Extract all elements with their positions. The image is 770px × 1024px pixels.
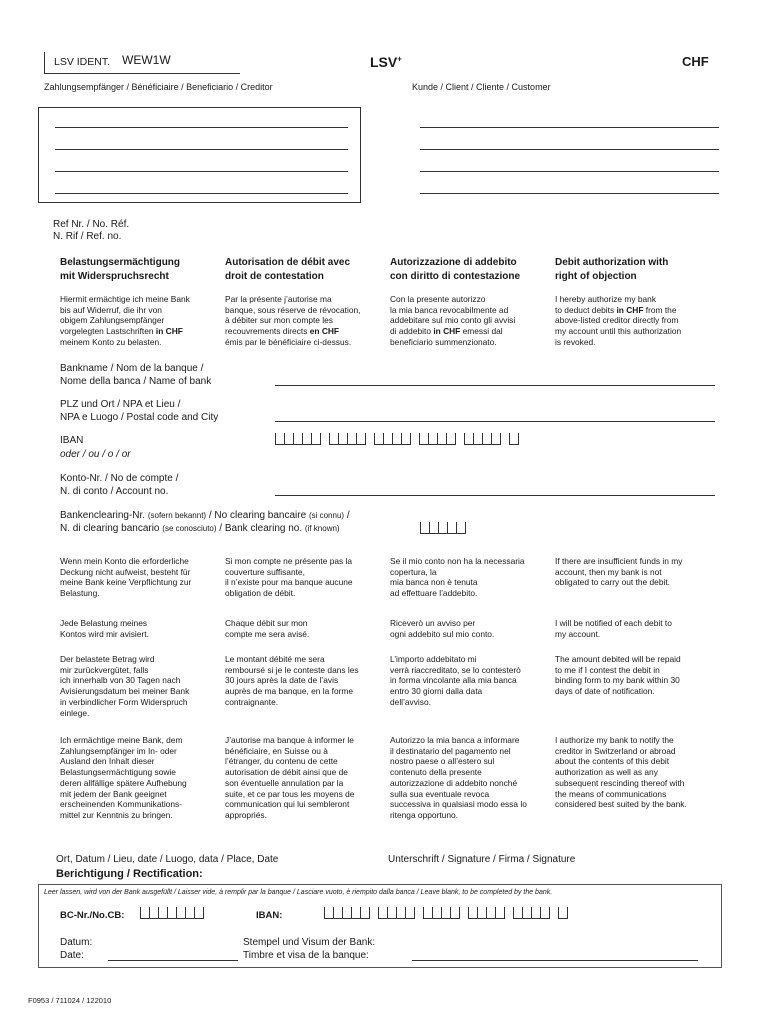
rect-stamp-line[interactable] bbox=[412, 960, 698, 961]
creditor-label: Zahlungsempfänger / Bénéficiaire / Beneficiario / Creditor bbox=[44, 82, 273, 92]
rect-date-label: Datum: Date: bbox=[60, 937, 93, 961]
col-title-it: Autorizzazione di addebito con diritto di contestazione bbox=[390, 257, 521, 282]
terms-it-3: L’importo addebitato mi verrà riaccreditato, se lo contesterò in forma vincolante alla mia banca entro 30 giorni dalla data dell’avviso. bbox=[390, 654, 521, 707]
creditor-address-box[interactable] bbox=[38, 107, 361, 203]
bank-name-line[interactable] bbox=[275, 385, 715, 386]
clearing-note: (sofern bekannt) bbox=[147, 511, 207, 520]
terms-de-1: Wenn mein Konto die erforderliche Deckung nicht aufweist, besteht für meine Bank keine Verpflichtung zur Belastung. bbox=[60, 556, 192, 599]
creditor-line-4 bbox=[55, 193, 348, 194]
iban-group[interactable] bbox=[464, 433, 501, 445]
terms-en-4: I authorize my bank to notify the creditor in Switzerland or abroad about the contents of this debit authorization as well as any subsequent rescinding thereof with the means of communications considered best suited by the bank. bbox=[555, 735, 687, 810]
col-intro-de bbox=[60, 294, 190, 348]
clearing-text: / Bank clearing no. bbox=[216, 523, 305, 534]
account-no-line[interactable] bbox=[275, 495, 715, 496]
clearing-text: N. di clearing bancario bbox=[60, 523, 163, 534]
terms-en-1: If there are insufficient funds in my account, then my bank is not obligated to carry out the debit. bbox=[555, 556, 683, 588]
bc-boxes[interactable] bbox=[140, 907, 212, 919]
clearing-note: (se conosciuto) bbox=[162, 524, 217, 533]
customer-line-2[interactable] bbox=[420, 149, 719, 150]
terms-de-2: Jede Belastung meines Kontos wird mir avisiert. bbox=[60, 618, 149, 639]
col-intro-en-post: from the above-listed creditor directly from my account until this authorization is revoked. bbox=[555, 304, 682, 347]
ref-line-2: N. Rif / Ref. no. bbox=[53, 231, 122, 242]
terms-it-4: Autorizzo la mia banca a informare il destinatario del pagamento nel nostro paese o all’estero sul contenuto della presente autorizzazione di addebito nonché sulla sua eventuale revoca successiva in qualsiasi modo essa lo ritenga opportuno. bbox=[390, 735, 527, 820]
clearing-text: Bankenclearing-Nr. bbox=[60, 510, 148, 521]
clearing-label bbox=[60, 509, 350, 535]
customer-line-4[interactable] bbox=[420, 193, 719, 194]
postal-city-label: PLZ und Ort / NPA et Lieu / NPA e Luogo / Postal code and City bbox=[60, 399, 219, 423]
col-title-de: Belastungsermächtigung mit Widerspruchsrecht bbox=[60, 257, 181, 282]
clearing-note: (if known) bbox=[304, 524, 340, 533]
clearing-text: / No clearing bancaire bbox=[206, 510, 309, 521]
rectification-title: Berichtigung / Rectification: bbox=[56, 868, 203, 880]
iban-label: IBAN bbox=[60, 435, 84, 446]
col-intro-fr-pre: Par la présente j’autorise ma banque, sous réserve de révocation, à débiter sur mon compte les recouvrements directs bbox=[225, 294, 361, 337]
lsv-ident-label: LSV IDENT. bbox=[54, 56, 111, 68]
iban-group[interactable] bbox=[275, 433, 321, 445]
terms-fr-3: Le montant débité me sera remboursé si je le conteste dans les 30 jours après la date de l’avis auprès de ma banque, en la forme contraignante. bbox=[225, 654, 359, 707]
creditor-line-1 bbox=[55, 127, 348, 128]
terms-fr-4: J’autorise ma banque à informer le bénéficiaire, en Suisse ou à l’étranger, du contenu de cette autorisation de débit ainsi que de son éventuelle annulation par la suite, et ce par tous les moyens de communication qui lui sembleront appropriés. bbox=[225, 735, 355, 820]
col-title-en: Debit authorization with right of objection bbox=[555, 257, 669, 282]
rect-iban-boxes[interactable] bbox=[324, 907, 576, 919]
bc-label: BC-Nr./No.CB: bbox=[60, 910, 125, 921]
iban-group[interactable] bbox=[419, 433, 456, 445]
rect-iban-group[interactable] bbox=[558, 907, 568, 919]
col-intro-it-post: emessi dal beneficiario summenzionato. bbox=[390, 326, 503, 347]
rect-iban-group[interactable] bbox=[378, 907, 415, 919]
rect-iban-group[interactable] bbox=[423, 907, 460, 919]
signature-label: Unterschrift / Signature / Firma / Signature bbox=[388, 854, 576, 865]
clearing-boxes[interactable] bbox=[420, 522, 474, 534]
terms-fr-2: Chaque débit sur mon compte me sera avisé. bbox=[225, 618, 310, 639]
col-intro-de-bold: in CHF bbox=[155, 326, 183, 337]
rect-iban-group[interactable] bbox=[324, 907, 370, 919]
currency-label: CHF bbox=[682, 54, 709, 69]
col-intro-de-pre: Hiermit ermächtige ich meine Bank bis auf Widerruf, die ihr von obigem Zahlungsempfänger vorgelegten Lastschriften bbox=[60, 294, 190, 337]
lsv-logo-sup: + bbox=[397, 54, 402, 64]
rect-iban-label: IBAN: bbox=[256, 910, 283, 921]
bank-name-label: Bankname / Nom de la banque / Nome della banca / Name of bank bbox=[60, 363, 212, 387]
clearing-text: / bbox=[344, 510, 350, 521]
clearing-note: (si connu) bbox=[308, 511, 345, 520]
place-date-label: Ort, Datum / Lieu, date / Luogo, data / Place, Date bbox=[56, 854, 279, 865]
col-intro-en-pre: I hereby authorize my bank to deduct debits bbox=[555, 294, 657, 315]
rect-iban-group[interactable] bbox=[468, 907, 505, 919]
lsv-ident-value: WEW1W bbox=[122, 53, 171, 67]
col-intro-en-bold: in CHF bbox=[616, 304, 644, 315]
iban-or-label: oder / ou / o / or bbox=[60, 449, 131, 460]
iban-group[interactable] bbox=[329, 433, 366, 445]
clearing-group[interactable] bbox=[420, 522, 466, 534]
bc-group[interactable] bbox=[140, 907, 204, 919]
col-intro-fr-bold: en CHF bbox=[309, 326, 340, 337]
terms-en-2: I will be notified of each debit to my account. bbox=[555, 618, 672, 639]
postal-city-line[interactable] bbox=[275, 421, 715, 422]
rectification-box bbox=[38, 884, 722, 968]
ref-line-1: Ref Nr. / No. Réf. bbox=[53, 219, 130, 230]
terms-de-3: Der belastete Betrag wird mir zurückvergütet, falls ich innerhalb von 30 Tagen nach Avisierungsdatum bei meiner Bank in verbindlicher Form Widerspruch einlege. bbox=[60, 654, 190, 718]
creditor-line-3 bbox=[55, 171, 348, 172]
rect-date-line[interactable] bbox=[108, 960, 238, 961]
col-intro-it-pre: Con la presente autorizzo la mia banca revocabilmente ad addebitare sul mio conto gli avvisi di addebito bbox=[390, 294, 516, 337]
iban-boxes[interactable] bbox=[275, 433, 527, 445]
col-intro-fr-post: émis par le bénéficiaire ci-dessus. bbox=[225, 336, 352, 347]
customer-line-3[interactable] bbox=[420, 171, 719, 172]
terms-en-3: The amount debited will be repaid to me if I contest the debit in binding form to my bank within 30 days of date of notification. bbox=[555, 654, 681, 697]
terms-de-4: Ich ermächtige meine Bank, dem Zahlungsempfänger im In- oder Ausland den Inhalt dieser Belastungsermächtigung sowie deren allfällige spätere Aufhebung mit jedem der Bank geeignet erscheinenden Kommunikations- mittel zur Kenntnis zu bringen. bbox=[60, 735, 187, 820]
customer-line-1[interactable] bbox=[420, 127, 719, 128]
creditor-line-2 bbox=[55, 149, 348, 150]
col-intro-de-post: meinem Konto zu belasten. bbox=[60, 336, 162, 347]
lsv-logo-text: LSV bbox=[370, 54, 398, 70]
rectification-note: Leer lassen, wird von der Bank ausgefüllt / Laisser vide, à remplir par la banque / Lasciare vuoto, è riempito dalla banca / Leave blank, to be completed by the bank. bbox=[44, 889, 553, 896]
col-title-fr: Autorisation de débit avec droit de contestation bbox=[225, 257, 351, 282]
col-intro-it-bold: in CHF bbox=[433, 326, 461, 337]
lsv-logo bbox=[370, 54, 402, 70]
terms-it-1: Se il mio conto non ha la necessaria copertura, la mia banca non è tenuta ad effettuare l’addebito. bbox=[390, 556, 525, 599]
footer-code: F0953 / 711024 / 122010 bbox=[28, 996, 112, 1005]
account-no-label: Konto-Nr. / No de compte / N. di conto / Account no. bbox=[60, 473, 179, 497]
terms-it-2: Riceverò un avviso per ogni addebito sul mio conto. bbox=[390, 618, 495, 639]
terms-fr-1: Si mon compte ne présente pas la couverture suffisante, il n’existe pour ma banque aucune obligation de débit. bbox=[225, 556, 353, 599]
iban-group[interactable] bbox=[374, 433, 411, 445]
col-intro-fr bbox=[225, 294, 360, 348]
col-intro-en bbox=[555, 294, 681, 348]
rect-stamp-label: Stempel und Visum der Bank: Timbre et visa de la banque: bbox=[243, 937, 376, 961]
customer-label: Kunde / Client / Cliente / Customer bbox=[412, 82, 551, 92]
rect-iban-group[interactable] bbox=[513, 907, 550, 919]
col-intro-it bbox=[390, 294, 515, 348]
iban-group[interactable] bbox=[509, 433, 519, 445]
